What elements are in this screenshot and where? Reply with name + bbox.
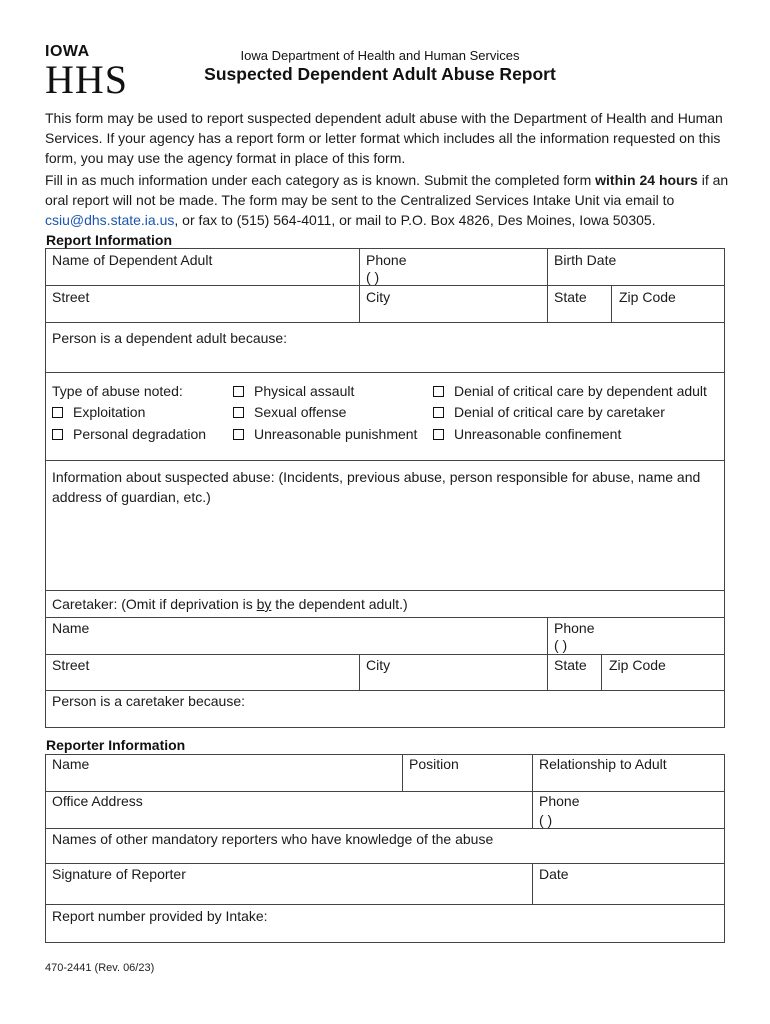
caretaker-heading: Caretaker: (Omit if deprivation is by the dependent adult.) — [52, 596, 408, 612]
signature-label: Signature of Reporter — [52, 866, 186, 882]
phone-label: Phone — [366, 252, 407, 268]
other-reporters-label: Names of other mandatory reporters who have knowledge of the abuse — [52, 831, 494, 847]
dependent-adult-name-label: Name of Dependent Adult — [52, 252, 213, 268]
caretaker-name-field[interactable] — [46, 618, 547, 654]
form-title: Suspected Dependent Adult Abuse Report — [204, 64, 556, 84]
reporter-phone-format: ( ) — [539, 812, 553, 828]
checkbox-physical-assault[interactable]: Physical assault — [233, 383, 354, 399]
checkbox-square-icon[interactable] — [433, 429, 444, 440]
checkbox-square-icon[interactable] — [233, 407, 244, 418]
intro-paragraph-2: Fill in as much information under each category as is known. Submit the completed form within 24 hours if an oral report will not be made. The form may be sent to the Centralized Services Intake Unit via email to csiu@dhs.state.ia.us, or fax to (515) 564-4011, or mail to P.O. Box 4826, Des Moines, Iowa 50305. — [45, 172, 729, 228]
checkbox-sexual-offense[interactable]: Sexual offense — [233, 404, 346, 420]
checkbox-denial-care-caretaker[interactable]: Denial of critical care by caretaker — [433, 404, 665, 420]
date-label: Date — [539, 866, 569, 882]
reporter-info-title: Reporter Information — [46, 737, 186, 753]
relationship-label: Relationship to Adult — [539, 756, 667, 772]
form-number: 470-2441 (Rev. 06/23) — [45, 962, 155, 974]
birth-date-label: Birth Date — [554, 252, 617, 268]
city-label: City — [366, 289, 391, 305]
abuse-type-label: Type of abuse noted: — [52, 383, 183, 399]
caretaker-name-label: Name — [52, 620, 90, 636]
checkbox-unreasonable-punishment[interactable]: Unreasonable punishment — [233, 426, 417, 442]
caretaker-phone-label: Phone — [554, 620, 595, 636]
caretaker-zip-label: Zip Code — [609, 657, 666, 673]
state-label: State — [554, 289, 587, 305]
report-info-title: Report Information — [46, 232, 172, 248]
checkbox-exploitation[interactable]: Exploitation — [52, 404, 145, 420]
caretaker-city-label: City — [366, 657, 391, 673]
dependent-adult-street-field[interactable] — [46, 286, 359, 322]
street-label: Street — [52, 289, 90, 305]
checkbox-square-icon[interactable] — [233, 386, 244, 397]
office-address-label: Office Address — [52, 793, 143, 809]
checkbox-square-icon[interactable] — [52, 407, 63, 418]
intake-email-link[interactable]: csiu@dhs.state.ia.us — [45, 212, 175, 228]
checkbox-denial-care-dependent[interactable]: Denial of critical care by dependent adult — [433, 383, 707, 399]
agency-name: Iowa Department of Health and Human Services — [240, 48, 520, 63]
iowa-hhs-logo — [45, 43, 145, 102]
reporter-phone-label: Phone — [539, 793, 580, 809]
logo-agency-abbr: HHS — [45, 57, 129, 102]
checkbox-square-icon[interactable] — [433, 407, 444, 418]
phone-format: ( ) — [366, 269, 380, 285]
caretaker-state-label: State — [554, 657, 587, 673]
caretaker-phone-format: ( ) — [554, 637, 568, 653]
checkbox-personal-degradation[interactable]: Personal degradation — [52, 426, 206, 442]
checkbox-square-icon[interactable] — [52, 429, 63, 440]
caretaker-street-field[interactable] — [46, 655, 359, 690]
abuse-info-label: Information about suspected abuse: (Incidents, previous abuse, person responsible for abuse, name and address of guardian, etc.) — [52, 469, 701, 505]
reporter-name-label: Name — [52, 756, 90, 772]
caretaker-reason-label: Person is a caretaker because: — [52, 693, 245, 709]
reporter-position-label: Position — [409, 756, 459, 772]
reporter-name-field[interactable] — [46, 755, 402, 791]
dependent-reason-label: Person is a dependent adult because: — [52, 330, 288, 346]
logo-state-text: IOWA — [45, 43, 90, 60]
intro-paragraph-1: This form may be used to report suspected dependent adult abuse with the Department of Health and Human Services. If your agency has a report form or letter format which includes all the information requested on this form, you may use the agency format in place of this form. — [45, 110, 723, 166]
zip-label: Zip Code — [619, 289, 676, 305]
checkbox-square-icon[interactable] — [233, 429, 244, 440]
report-number-label: Report number provided by Intake: — [52, 908, 268, 924]
checkbox-unreasonable-confinement[interactable]: Unreasonable confinement — [433, 426, 621, 442]
caretaker-street-label: Street — [52, 657, 90, 673]
checkbox-square-icon[interactable] — [433, 386, 444, 397]
